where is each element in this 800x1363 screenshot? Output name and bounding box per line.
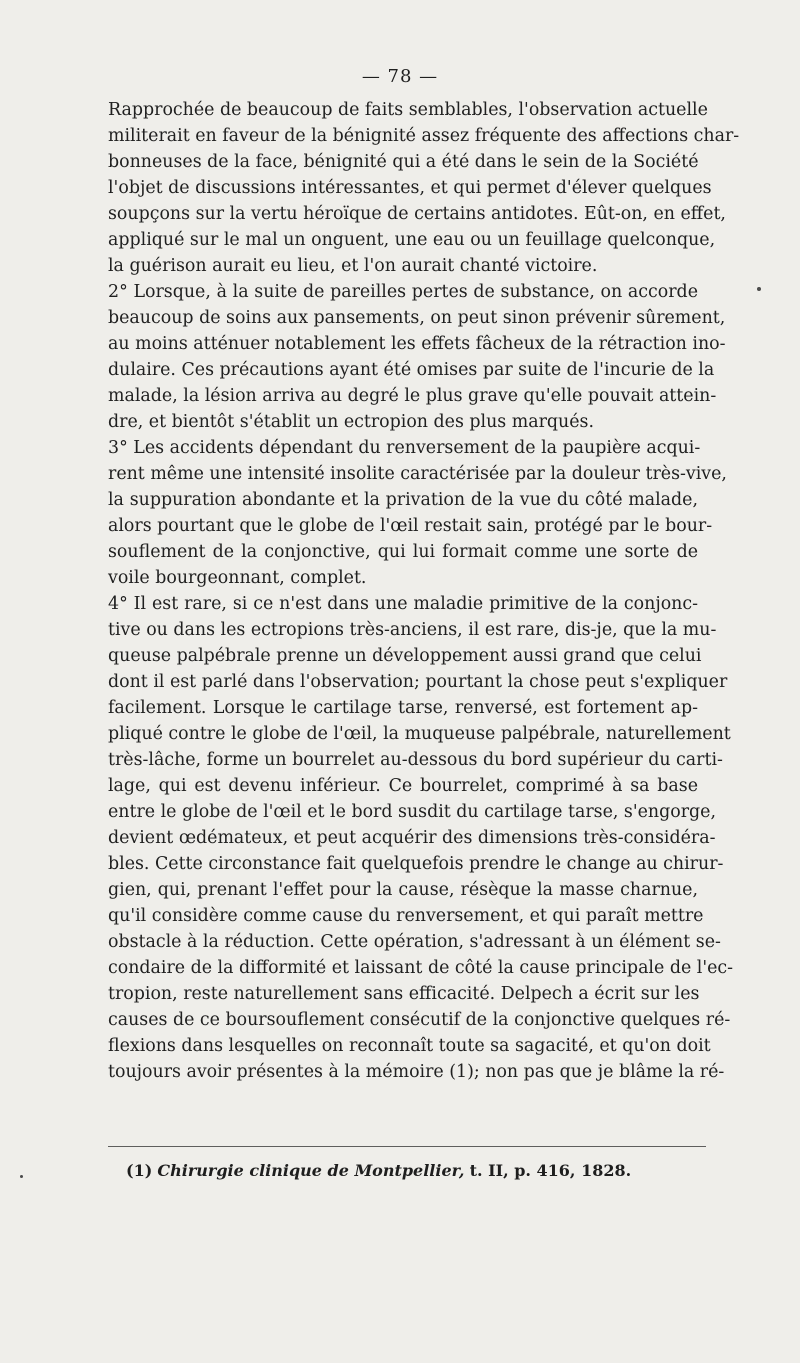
footnote-divider (108, 1146, 706, 1147)
text-line: bonneuses de la face, bénignité qui a été dans le sein de la Société (108, 152, 699, 172)
text-line: la guérison aurait eu lieu, et l'on aurait chanté victoire. (108, 256, 598, 276)
text-line: beaucoup de soins aux pansements, on peut sinon prévenir sûrement, (108, 308, 726, 328)
print-speck (757, 287, 761, 291)
text-line: obstacle à la réduction. Cette opération, s'adressant à un élément se- (108, 932, 721, 952)
print-speck (20, 1175, 23, 1178)
text-line: appliqué sur le mal un onguent, une eau ou un feuillage quelconque, (108, 230, 716, 250)
text-line: qu'il considère comme cause du renversement, et qui paraît mettre (108, 906, 704, 926)
text-line: tropion, reste naturellement sans efficacité. Delpech a écrit sur les (108, 984, 700, 1004)
text-line: tive ou dans les ectropions très-anciens, il est rare, dis-je, que la mu- (108, 620, 717, 640)
text-line: très-lâche, forme un bourrelet au-dessous du bord supérieur du carti- (108, 750, 723, 770)
text-line: condaire de la difformité et laissant de côté la cause principale de l'ec- (108, 958, 734, 978)
footnote-marker: (1) (126, 1161, 153, 1180)
text-line: dont il est parlé dans l'observation; pourtant la chose peut s'expliquer (108, 672, 728, 692)
text-line: rent même une intensité insolite caractérisée par la douleur très-vive, (108, 464, 727, 484)
footnote-title: Chirurgie clinique de Montpellier, (157, 1161, 465, 1180)
text-line: Rapprochée de beaucoup de faits semblables, l'observation actuelle (108, 100, 708, 120)
text-line: malade, la lésion arriva au degré le plus grave qu'elle pouvait attein- (108, 386, 717, 406)
text-line: queuse palpébrale prenne un développement aussi grand que celui (108, 646, 702, 666)
text-line: souflement de la conjonctive, qui lui formait comme une sorte de (108, 542, 698, 562)
text-line: pliqué contre le globe de l'œil, la muqueuse palpébrale, naturellement (108, 724, 731, 744)
text-line: dre, et bientôt s'établit un ectropion des plus marqués. (108, 412, 594, 432)
text-line: bles. Cette circonstance fait quelquefois prendre le change au chirur- (108, 854, 724, 874)
text-line: toujours avoir présentes à la mémoire (1); non pas que je blâme la ré- (108, 1062, 725, 1082)
text-line: lage, qui est devenu inférieur. Ce bourrelet, comprimé à sa base (108, 776, 698, 796)
text-line: entre le globe de l'œil et le bord susdit du cartilage tarse, s'engorge, (108, 802, 717, 822)
text-line: gien, qui, prenant l'effet pour la cause, résèque la masse charnue, (108, 880, 698, 900)
text-line: dulaire. Ces précautions ayant été omises par suite de l'incurie de la (108, 360, 715, 380)
text-line: soupçons sur la vertu héroïque de certains antidotes. Eût-on, en effet, (108, 204, 726, 224)
text-line: devient œdémateux, et peut acquérir des dimensions très-considéra- (108, 828, 716, 848)
text-line: alors pourtant que le globe de l'œil restait sain, protégé par le bour- (108, 516, 713, 536)
text-line: 2° Lorsque, à la suite de pareilles pertes de substance, on accorde (108, 282, 698, 302)
page-number: — 78 — (361, 66, 439, 87)
text-line: militerait en faveur de la bénignité assez fréquente des affections char- (108, 126, 740, 146)
body-text (108, 97, 740, 1085)
text-line: 4° Il est rare, si ce n'est dans une maladie primitive de la conjonc- (108, 594, 698, 614)
text-line: flexions dans lesquelles on reconnaît toute sa sagacité, et qu'on doit (108, 1036, 711, 1056)
text-line: causes de ce boursouflement consécutif de la conjonctive quelques ré- (108, 1010, 731, 1030)
text-line: la suppuration abondante et la privation de la vue du côté malade, (108, 490, 698, 510)
text-line: voile bourgeonnant, complet. (108, 568, 367, 588)
footnote (126, 1161, 631, 1180)
text-line: facilement. Lorsque le cartilage tarse, renversé, est fortement ap- (108, 698, 698, 718)
text-line: l'objet de discussions intéressantes, et qui permet d'élever quelques (108, 178, 712, 198)
text-line: 3° Les accidents dépendant du renversement de la paupière acqui- (108, 438, 701, 458)
text-line: au moins atténuer notablement les effets fâcheux de la rétraction ino- (108, 334, 726, 354)
footnote-reference: t. II, p. 416, 1828. (469, 1161, 632, 1180)
